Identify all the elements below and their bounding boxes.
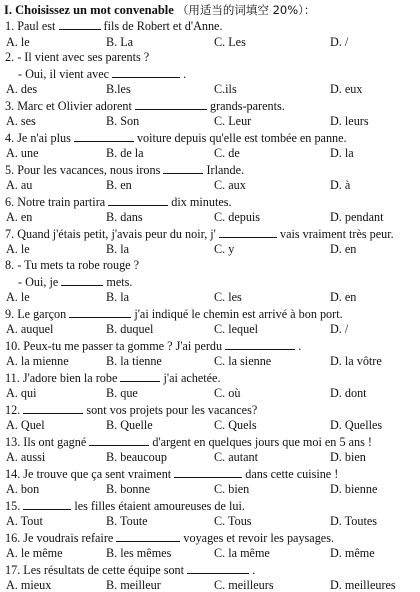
answer-blank [135, 98, 207, 110]
question-text-before: 7. Quand j'étais petit, j'avais peur du noir, j' [5, 227, 216, 241]
answer-option[interactable]: B. beaucoup [106, 450, 167, 464]
reply-text-before: - Oui, je [18, 275, 59, 289]
question-text-before: 1. Paul est [5, 19, 56, 33]
answer-option[interactable]: B. dans [106, 210, 143, 224]
answer-option[interactable]: B. en [106, 178, 132, 192]
answer-option[interactable]: A. ses [6, 114, 36, 128]
question-text-before: 16. Je voudrais refaire [5, 531, 114, 545]
reply-text-before: - Oui, il vient avec [18, 67, 110, 81]
answer-option[interactable]: B. Toute [106, 514, 148, 528]
question-text-before: 9. Le garçon [5, 307, 67, 321]
question-4 [5, 130, 347, 145]
answer-option[interactable]: C. lequel [214, 322, 259, 336]
answer-blank [174, 466, 242, 478]
question-14 [5, 466, 338, 481]
question-text-after: . [252, 563, 256, 577]
answer-option[interactable]: D. eux [330, 82, 363, 96]
question-6 [5, 194, 232, 209]
answer-option[interactable]: A. le même [6, 546, 63, 560]
answer-option[interactable]: A. mieux [6, 578, 52, 592]
answer-blank [116, 530, 180, 542]
question-text-after: voyages et revoir les paysages. [183, 531, 334, 545]
question-7 [5, 226, 394, 241]
answer-option[interactable]: C. meilleurs [214, 578, 274, 592]
answer-blank [61, 274, 103, 286]
question-text-after: fils de Robert et d'Anne. [103, 19, 223, 33]
answer-option[interactable]: B. La [106, 35, 134, 49]
answer-option[interactable]: D. / [330, 35, 349, 49]
question-10 [5, 338, 301, 353]
answer-option[interactable]: D. la vôtre [330, 354, 382, 368]
question-text-before: 5. Pour les vacances, nous irons [5, 163, 161, 177]
question-text-after: d'argent en quelques jours que moi en 5 ans ! [152, 435, 372, 449]
answer-option[interactable]: B. la tienne [106, 354, 162, 368]
question-text-before: 8. - Tu mets ta robe rouge ? [5, 258, 140, 272]
question-text-after: Irlande. [206, 163, 245, 177]
question-text-before: 15. [5, 499, 21, 513]
question-text-before: 10. Peux-tu me passer ta gomme ? J'ai perdu [5, 339, 223, 353]
answer-option[interactable]: D. Quelles [330, 418, 383, 432]
question-1 [5, 18, 223, 33]
question-text-before: 4. Je n'ai plus [5, 131, 71, 145]
question-15 [5, 498, 245, 513]
answer-option[interactable]: C. Quels [214, 418, 257, 432]
answer-option[interactable]: C. Leur [214, 114, 252, 128]
answer-option[interactable]: D. leurs [330, 114, 369, 128]
answer-option[interactable]: A. le [6, 242, 30, 256]
answer-option[interactable]: A. une [6, 146, 39, 160]
answer-option[interactable]: D. meilleures [330, 578, 396, 592]
answer-option[interactable]: D. en [330, 290, 357, 304]
question-text-before: 2. - Il vient avec ses parents ? [5, 50, 150, 64]
answer-option[interactable]: A. bon [6, 482, 40, 496]
question-16 [5, 530, 334, 545]
answer-option[interactable]: B.les [106, 82, 131, 96]
question-13 [5, 434, 372, 449]
question-11 [5, 370, 221, 385]
answer-option[interactable]: C. depuis [214, 210, 261, 224]
answer-option[interactable]: C. autant [214, 450, 259, 464]
answer-blank [74, 130, 134, 142]
reply-text-after: mets. [106, 275, 133, 289]
question-3 [5, 98, 285, 113]
question-text-after: sont vos projets pour les vacances? [86, 403, 258, 417]
answer-option[interactable]: C. de [214, 146, 240, 160]
answer-option[interactable]: B. meilleur [106, 578, 161, 592]
answer-option[interactable]: C. y [214, 242, 235, 256]
answer-option[interactable]: D. dont [330, 386, 367, 400]
heading-title: I. Choisissez un mot convenable [4, 3, 174, 17]
answer-option[interactable]: A. le [6, 35, 30, 49]
answer-option[interactable]: C. aux [214, 178, 246, 192]
question-2-reply-line [18, 66, 186, 81]
answer-blank [59, 18, 101, 30]
answer-option[interactable]: C. Tous [214, 514, 252, 528]
answer-option[interactable]: D. en [330, 242, 357, 256]
answer-blank [23, 498, 71, 510]
answer-option[interactable]: C. la même [214, 546, 270, 560]
question-text-before: 12. [5, 403, 21, 417]
heading-note: （用适当的词填空 20%）： [176, 3, 316, 17]
question-text-before: 17. Les résultats de cette équipe sont [5, 563, 185, 577]
answer-option[interactable]: D. la [330, 146, 354, 160]
answer-blank [187, 562, 249, 574]
question-text-before: 3. Marc et Olivier adorent [5, 99, 132, 113]
question-text-before: 13. Ils ont gagné [5, 435, 87, 449]
answer-option[interactable]: B. de la [106, 146, 144, 160]
answer-blank [163, 162, 203, 174]
answer-option[interactable]: A. Tout [6, 514, 43, 528]
question-9 [5, 306, 343, 321]
answer-option[interactable]: D. même [330, 546, 375, 560]
answer-option[interactable]: C.ils [214, 82, 237, 96]
answer-option[interactable]: D. à [330, 178, 351, 192]
question-8-reply-line [18, 274, 132, 289]
question-12 [5, 402, 257, 417]
answer-option[interactable]: D. bienne [330, 482, 378, 496]
answer-option[interactable]: A. le [6, 290, 30, 304]
answer-option[interactable]: C. les [214, 290, 242, 304]
section-heading [4, 2, 315, 18]
question-5 [5, 162, 244, 177]
question-text-after: j'ai indiqué le chemin est arrivé à bon port. [134, 307, 343, 321]
answer-blank [112, 66, 180, 78]
question-text-after: dix minutes. [171, 195, 232, 209]
answer-option[interactable]: A. au [6, 178, 33, 192]
answer-option[interactable]: D. Toutes [330, 514, 377, 528]
answer-option[interactable]: A. qui [6, 386, 37, 400]
question-text-after: . [298, 339, 302, 353]
answer-option[interactable]: B. Quelle [106, 418, 153, 432]
answer-option[interactable]: C. la sienne [214, 354, 272, 368]
answer-blank [219, 226, 277, 238]
question-17 [5, 562, 255, 577]
answer-option[interactable]: A. auquel [6, 322, 54, 336]
answer-option[interactable]: A. en [6, 210, 33, 224]
answer-option[interactable]: A. des [6, 82, 38, 96]
question-text-before: 11. J'adore bien la robe [5, 371, 118, 385]
answer-option[interactable]: A. Quel [6, 418, 45, 432]
question-text-after: j'ai achetée. [163, 371, 221, 385]
answer-option[interactable]: D. / [330, 322, 349, 336]
question-text-after: dans cette cuisine ! [245, 467, 339, 481]
reply-text-after: . [183, 67, 187, 81]
answer-blank [69, 306, 131, 318]
answer-option[interactable]: C. où [214, 386, 241, 400]
answer-option[interactable]: B. Son [106, 114, 140, 128]
answer-option[interactable]: B. la [106, 242, 130, 256]
answer-blank [23, 402, 83, 414]
answer-option[interactable]: B. bonne [106, 482, 151, 496]
question-text-before: 14. Je trouve que ça sent vraiment [5, 467, 172, 481]
question-text-after: grands-parents. [210, 99, 285, 113]
answer-option[interactable]: A. la mienne [6, 354, 69, 368]
question-8 [5, 258, 139, 272]
answer-option[interactable]: C. bien [214, 482, 250, 496]
question-text-before: 6. Notre train partira [5, 195, 106, 209]
answer-option[interactable]: B. la [106, 290, 130, 304]
answer-blank [120, 370, 160, 382]
answer-option[interactable]: B. duquel [106, 322, 154, 336]
answer-option[interactable]: B. les mêmes [106, 546, 172, 560]
answer-option[interactable]: C. Les [214, 35, 246, 49]
answer-option[interactable]: A. aussi [6, 450, 46, 464]
answer-blank [108, 194, 168, 206]
answer-option[interactable]: D. bien [330, 450, 366, 464]
answer-blank [225, 338, 295, 350]
answer-option[interactable]: B. que [106, 386, 138, 400]
question-text-after: voiture depuis qu'elle est tombée en panne. [136, 131, 347, 145]
question-text-after: vais vraiment très peur. [279, 227, 394, 241]
answer-option[interactable]: D. pendant [330, 210, 384, 224]
answer-blank [89, 434, 149, 446]
question-text-after: les filles étaient amoureuses de lui. [74, 499, 245, 513]
question-2 [5, 50, 149, 64]
